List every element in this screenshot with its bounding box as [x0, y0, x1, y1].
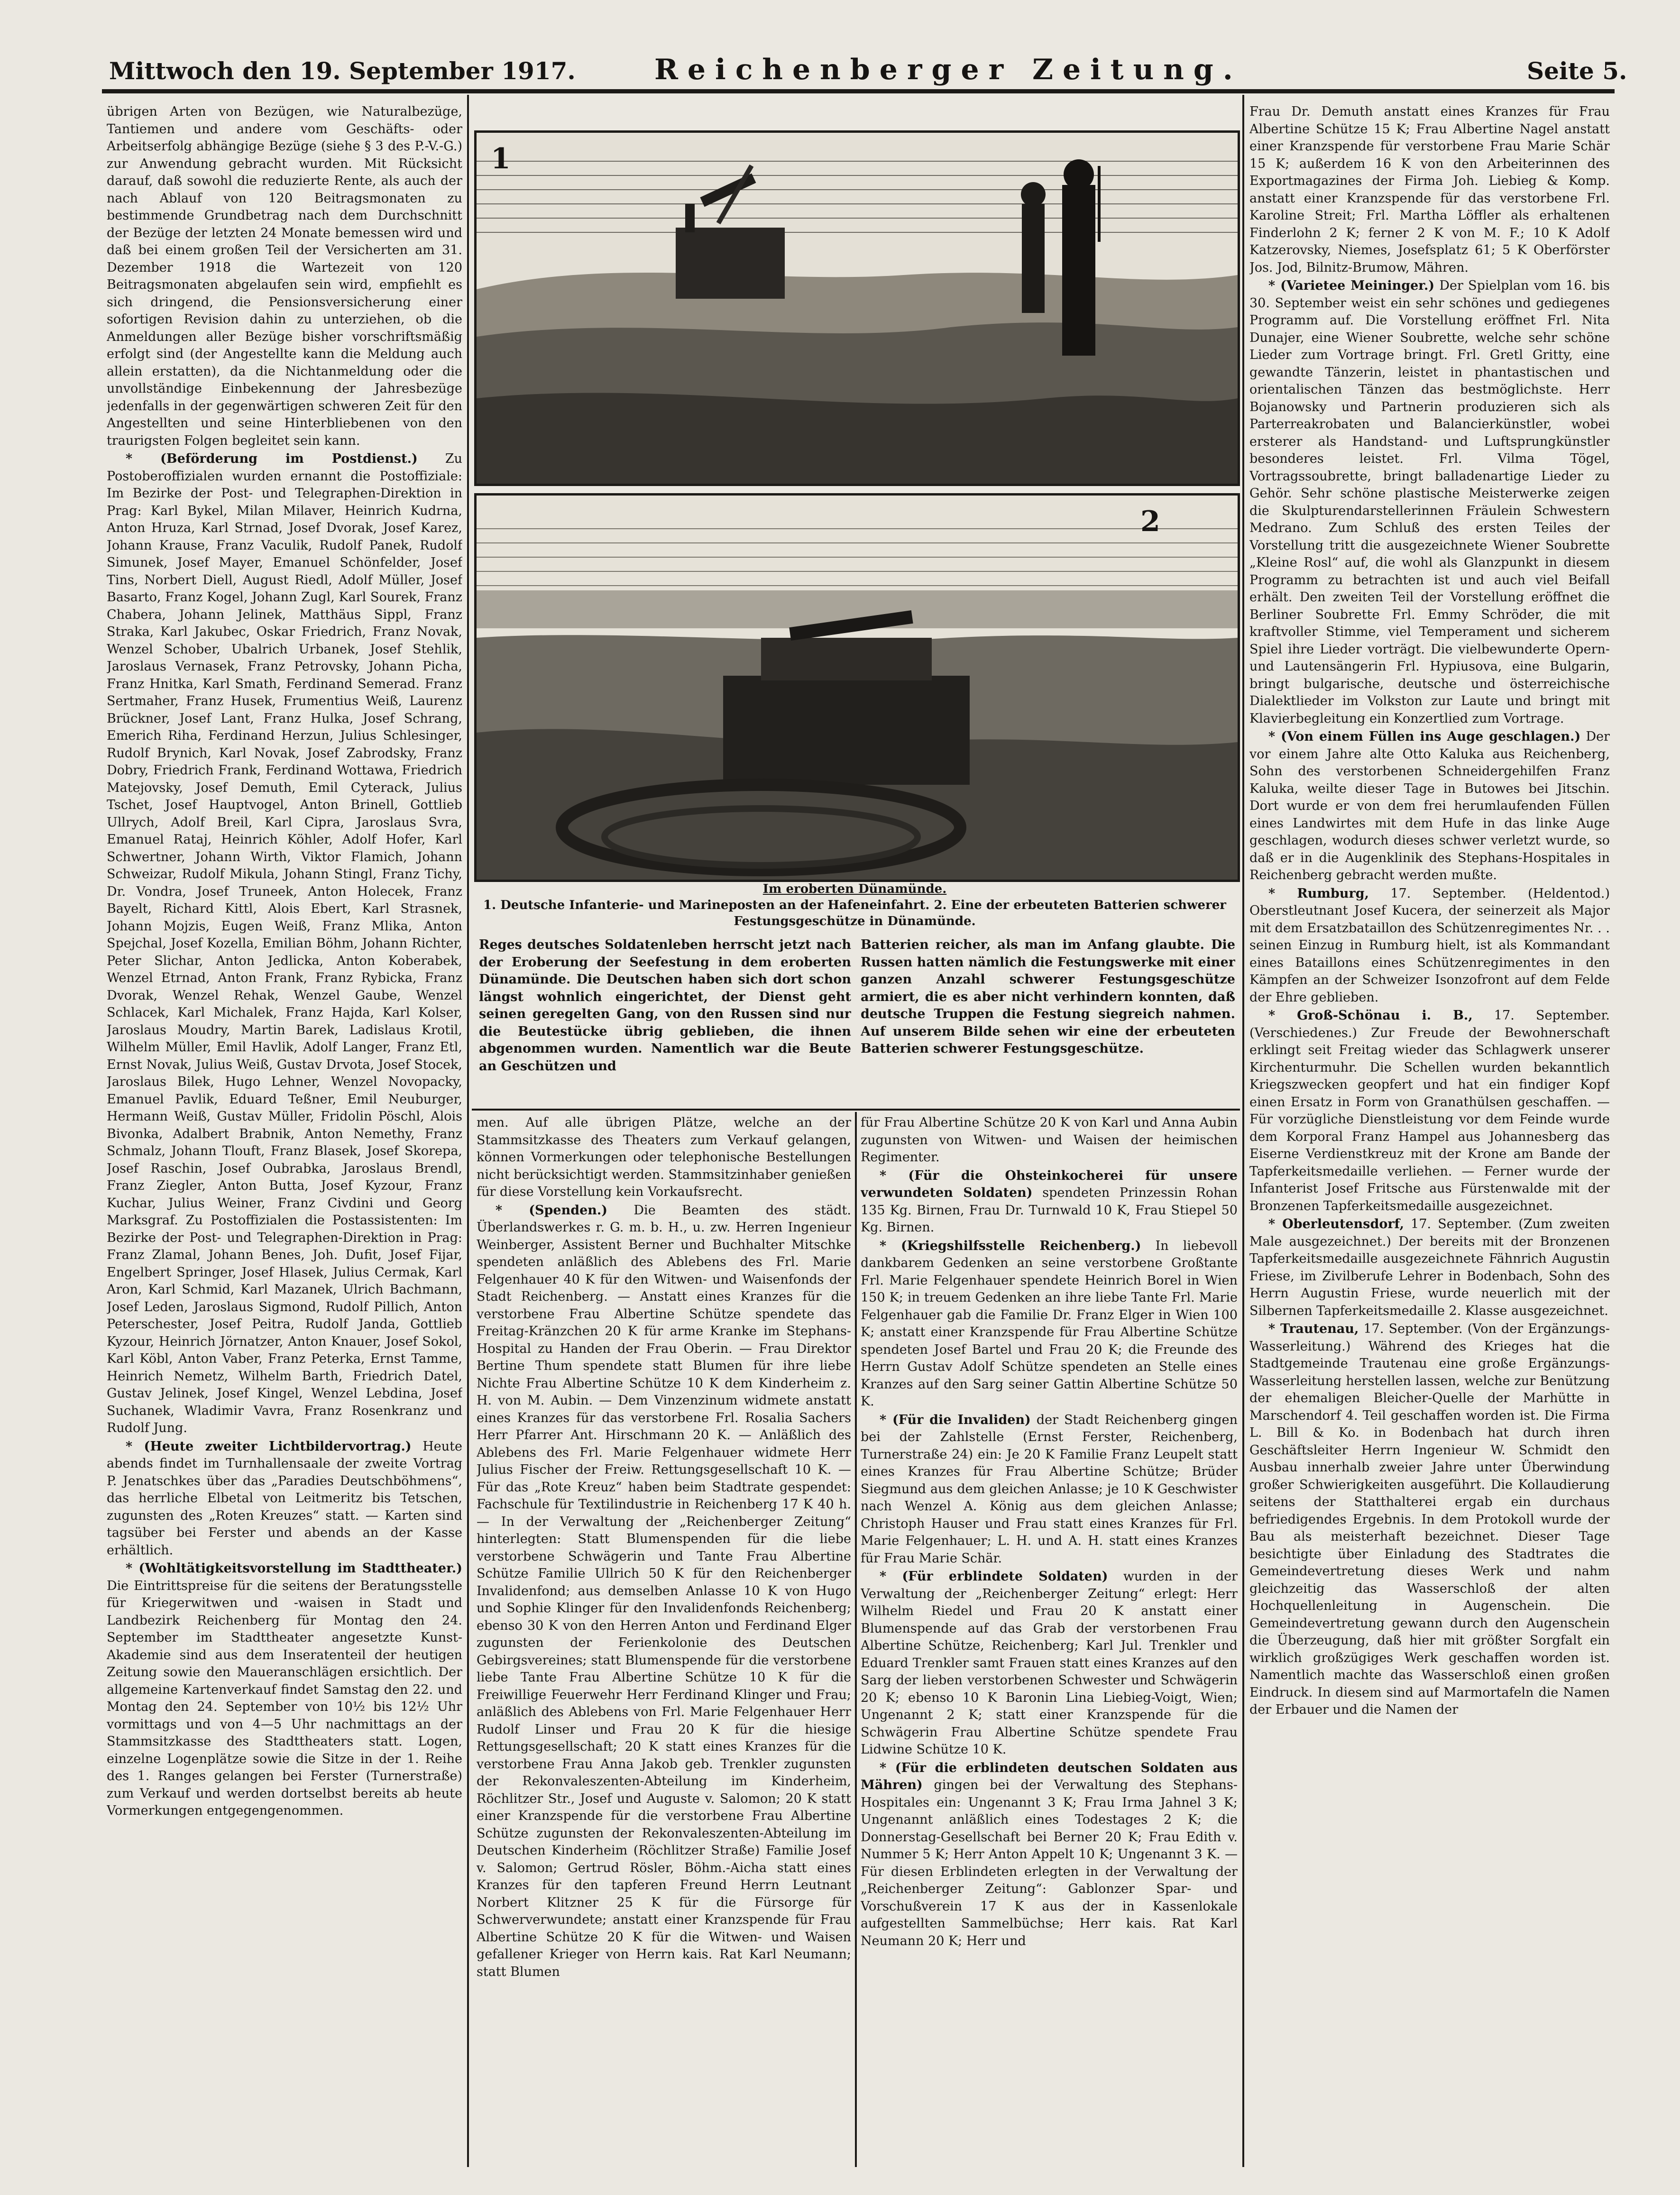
article-postdienst-text: Zu Postoberoffizialen wurden ernannt die Postoffiziale: Im Bezirke der Post- und Telegraphen-Direktion in Prag: Karl Bykel, Milan Milaver, Heinrich Kudrna, Anton Hruza, Karl Strnad, Josef Dvorak, Josef Karez, Johann Krause, Franz Vaculik, Rudolf Panek, Rudolf Simunek, Josef Mayer, Emanuel Schönfelder, Josef Tins, Norbert Diell, August Riedl, Adolf Müller, Josef Basarto, Franz Kogel, Johann Zugl, Karl Sourek, Franz Chabera, Johann Jelinek, Matthäus Sippl, Franz Straka, Karl Jakubec, Oskar Friedrich, Franz Novak, Wenzel Schober, Ubalrich Urbanek, Josef Stehlik, Jaroslaus Vernasek, Franz Petrovsky, Johann Picha, Franz Hnitka, Karl Smath, Ferdinand Semerad. Franz Sertmaher, Franz Husek, Frumentius Weiß, Laurenz Brückner, Josef Lant, Franz Hulka, Josef Schrang, Emerich Riha, Ferdinand Herzun, Julius Schlesinger, Rudolf Brynich, Karl Novak, Josef Zabrodsky, Franz Dobry, Friedrich Frank, Ferdinand Wottawa, Friedrich Matejovsky, Josef Demuth, Emil Cyterack, Julius Tschet, Josef Hauptvogel, Anton Brinell, Gottlieb Ullrych, Adolf Breil, Karl Cipra, Jaroslaus Svra, Emanuel Rataj, Heinrich Köhler, Adolf Hofer, Karl Schwertner, Johann Wirth, Viktor Flamich, Johann Schweizar, Rudolf Mikula, Johann Stingl, Franz Tichy, Dr. Vondra, Josef Truneek, Anton Holecek, Franz Bayelt, Richard Kittl, Alois Ebert, Karl Strasnek, Johann Mojzis, Eugen Weiß, Franz Mlika, Anton Spejchal, Josef Kozella, Emilian Böhm, Johann Richter, Peter Slichar, Anton Jedlicka, Anton Koberabek, Wenzel Etrnad, Anton Frank, Franz Rybicka, Franz Dvorak, Wenzel Rehak, Wenzel Gaube, Wenzel Schlacek, Karl Michalek, Franz Hajda, Karl Kolser, Jaroslaus Moudry, Martin Barek, Ladislaus Krotil, Wilhelm Müller, Emil Havlik, Adolf Langer, Franz Etl, Ernst Novak, Julius Weiß, Gustav Drvota, Josef Stocek, Jaroslaus Bilek, Hugo Lehner, Wenzel Novopacky, Emanuel Pavlik, Eduard Teßner, Emil Neuburger, Hermann Weiß, Gustav Müller, Fridolin Pöschl, Alois Bivonka, Adalbert Brabnik, Anton Nemethy, Franz Schmalz, Johann Tlouft, Franz Blasek, Josef Skorepa, Josef Raschin, Josef Oubrabka, Jaroslaus Brendl, Franz Ziegler, Anton Butta, Josef Kyzour, Franz Kuchar, Julius Weiner, Franz Civdini und Georg Marksgraf. Zu Postoffizialen die Postassistenten: Im Bezirke der Post- und Telegraphen-Direktion in Prag: Franz Zlamal, Johann Benes, Joh. Dufit, Josef Fijar, Engelbert Springer, Josef Hlasek, Julius Cermak, Karl Aron, Karl Schmid, Karl Mazanek, Ulrich Bachmann, Josef Leden, Jaroslaus Sigmond, Rudolf Pillich, Anton Peterschester, Josef Peitra, Rudolf Janda, Gottlieb Kyzour, Heinrich Jörnatzer, Anton Knauer, Josef Sokol, Karl Köbl, Anton Vaber, Franz Peterka, Ernst Tamme, Heinrich Nemetz, Wilhelm Barth, Friedrich Datel, Gustav Jelinek, Josef Kingel, Wenzel Lebdina, Josef Suchanek, Wladimir Vavra, Franz Rosenkranz und Rudolf Jung.: [107, 451, 462, 1435]
article-varietee-text: Der Spielplan vom 16. bis 30. September weist ein sehr schönes und gediegenes Programm auf. Die Vorstellung eröffnet Frl. Nita Dunajer, eine Wiener Soubrette, welche sehr schöne Lieder zum Vortrage bringt. Frl. Gretl Gritty, eine gewandte Tänzerin, leistet in phantastischen und orientalischen Tänzen das bestmöglichste. Herr Bojanowsky und Partnerin produzieren sich als Parterreakrobaten und Balancierkünstler, wobei ersterer als Handstand- und Luftsprungkünstler besonderes leistet. Frl. Vilma Tögel, Vortragssoubrette, bringt balladenartige Lieder zu Gehör. Sehr schöne plastische Meisterwerke zeigen die Skulpturendarstellerinnen Fräulein Schwestern Medrano. Zum Schluß des ersten Teiles der Vorstellung tritt die ausgezeichnete Wiener Soubrette „Kleine Rosl“ auf, die wohl als Glanzpunkt in diesem Programm zu betrachten ist und auch viel Beifall erhält. Den zweiten Teil der Vorstellung eröffnet die Berliner Soubrette Frl. Emmy Schröder, die mit kraftvoller Stimme, viel Temperament und sicherem Spiel ihre Lieder vorträgt. Die vielbewunderte Opern- und Lautensängerin Frl. Hypiusova, eine Bulgarin, bringt bulgarische, deutsche und österreichische Dialektlieder im Volkston zur Laute und bringt mit Klavierbegleitung ein Konzertlied zum Vortrage.: [1249, 278, 1610, 726]
article-obst-heading: * (Für die Ohsteinkocherei für unsere verwundeten Soldaten): [861, 1168, 1238, 1200]
page-number: Seite 5.: [1527, 57, 1627, 85]
spenden-continuation-text: für Frau Albertine Schütze 20 K von Karl und Anna Aubin zugunsten von Witwen- und Waisen der heimischen Regimenter.: [861, 1115, 1238, 1165]
column-rule-4: [1242, 95, 1244, 2167]
photo-2-batterie: [474, 493, 1240, 882]
article-pension-text: übrigen Arten von Bezügen, wie Naturalbezüge, Tantiemen und andere vom Geschäfts- oder Arbeitserfolg abhängige Bezüge (siehe § 3 des P.-V.-G.) zur Anwendung gebracht wurden. Mit Rücksicht darauf, daß sowohl die reduzierte Rente, als auch der nach Ablauf von 120 Beitragsmonaten zu bestimmende Grundbetrag nach dem Durchschnitt der Bezüge der letzten 24 Monate bemessen wird und daß bei einem großen Teil der Versicherten am 31. Dezember 1918 die Wartezeit von 120 Beitragsmonaten abgelaufen sein wird, empfiehlt es sich dringend, die Pensionsversicherung einer sofortigen Revision dahin zu unterziehen, ob die Anmeldungen aller Bezüge bisher vorschriftsmäßig erfolgt sind (der Angestellte kann die Meldung auch allein erstatten), da die Nichtanmeldung oder die unvollständige Einbekennung der Jahresbezüge jedenfalls in der gegenwärtigen schweren Zeit für den Angestellten und seine Hinterbliebenen von den traurigsten Folgen begleitet sein kann.: [107, 104, 462, 448]
page-header: [0, 0, 1680, 95]
article-oberleutensdorf-text: 17. September. (Zum zweiten Male ausgezeichnet.) Der bereits mit der Bronzenen Tapferkeitsmedaille ausgezeichnete Fähnrich Augustin Friese, im Zivilberufe Lehrer in Bodenbach, Sohn des Herrn Augustin Friese, wurde neuerlich mit der Silbernen Tapferkeitsmedaille 2. Klasse ausgezeichnet.: [1249, 1217, 1610, 1318]
photo-1-illustration: [477, 133, 1238, 484]
article-erblindete-text: wurden in der Verwaltung der „Reichenberger Zeitung“ erlegt: Herr Wilhelm Riedel und Frau 20 K anstatt einer Blumenspende auf das Grab der verstorbenen Frau Albertine Schütze, Reichenberg; Karl Jul. Trenkler und Eduard Trenkler samt Frauen statt eines Kranzes auf den Sarg der lieben verstorbenen Schwester und Schwägerin 20 K; ebenso 10 K Baronin Lina Liebieg-Voigt, Wien; Ungenannt 2 K; statt einer Kranzspende für die Schwägerin Frau Albertine Schütze spendete Frau Lidwine Schütze 10 K.: [861, 1569, 1238, 1757]
article-spenden-text: Die Beamten des städt. Überlandswerkes r. G. m. b. H., u. zw. Herren Ingenieur Weinberger, Assistent Berner und Buchhalter Mitschke spendeten anläßlich des Ablebens des Frl. Marie Felgenhauer 40 K für den Witwen- und Waisenfonds der Stadt Reichenberg. — Anstatt eines Kranzes für die verstorbene Frau Albertine Schütze spendete das Freitag-Kränzchen 20 K für arme Kranke im Stephans-Hospital zu Handen der Frau Oberin. — Frau Direktor Bertine Thum spendete statt Blumen für ihre liebe Nichte Frau Albertine Schütze 10 K dem Kinderheim z. H. von M. Aubin. — Dem Vinzenzinum widmete anstatt eines Kranzes für das verstorbene Frl. Rosalia Sachers Herr Pfarrer Ant. Hirschmann 20 K. — Anläßlich des Ablebens des Frl. Marie Felgenhauer widmete Herr Julius Fischer der Freiw. Rettungsgesellschaft 10 K. — Für das „Rote Kreuz“ haben beim Stadtrate gespendet: Fachschule für Textilindustrie in Reichenberg 17 K 40 h. — In der Verwaltung der „Reichenberger Zeitung“ hinterlegten: Statt Blumenspenden für die liebe verstorbene Schwägerin und Tante Frau Albertine Schütze Familie Ullrich 50 K für den Reichenberger Invalidenfond; aus demselben Anlasse 10 K von Hugo und Sophie Klinger für den Invalidenfonds Reichenberg; ebenso 30 K von den Herren Anton und Ferdinand Elger zugunsten der Ferienkolonie des Deutschen Gebirgsvereines; statt Blumenspende für die verstorbene liebe Tante Frau Albertine Schütze 10 K für die Freiwillige Feuerwehr Herr Ferdinand Klinger und Frau; anläßlich des Ablebens von Frl. Marie Felgenhauer Herr Rudolf Linser und Frau 20 K für die hiesige Rettungsgesellschaft; 20 K statt eines Kranzes für die verstorbene Frau Anna Jakob geb. Trenkler zugunsten der Rekonvaleszenten-Abteilung im Kinderheim, Röchlitzer Str., Josef und Auguste v. Salomon; 20 K statt einer Kranzspende für die verstorbene Frau Albertine Schütze zugunsten der Rekonvaleszenten-Abteilung im Deutschen Kinderheim (Röchlitzer Straße) Familie Josef v. Salomon; Gertrud Rösler, Böhm.-Aicha statt eines Kranzes für den tapferen Freund Herrn Leutnant Norbert Klitzner 25 K für die Fürsorge für Schwerverwundete; anstatt einer Kranzspende für Frau Albertine Schütze 20 K für die Witwen- und Waisen gefallener Krieger von Herrn kais. Rat Karl Neumann; statt Blumen: [477, 1203, 851, 1979]
article-grossschoenau-heading: * Groß-Schönau i. B.,: [1268, 1008, 1473, 1023]
article-lichtbild-text: Heute abends findet im Turnhallensaale der zweite Vortrag P. Jenatschkes über das „Paradies Deutschböhmens“, das herrliche Elbetal von Leitmeritz bis Tetschen, zugunsten des „Roten Kreuzes“ statt. — Karten sind tagsüber bei Ferster und abends an der Kasse erhältlich.: [107, 1439, 462, 1558]
article-obst-text: spendeten Prinzessin Rohan 135 Kg. Birnen, Frau Dr. Turnwald 10 K, Frau Stiepel 50 Kg. Birnen.: [861, 1185, 1238, 1235]
article-invaliden-heading: * (Für die Invaliden): [880, 1412, 1031, 1427]
column-rule-center: [855, 1112, 857, 2167]
column-4: [1249, 103, 1610, 2161]
article-kriegshilfe-text: In liebevoll dankbarem Gedenken an seine verstorbene Großtante Frl. Marie Felgenhauer spendete Heinrich Borel in Wien 150 K; in treuem Gedenken an ihre liebe Tante Frl. Marie Felgenhauer gab die Familie Dr. Franz Elger in Wien 100 K; anstatt einer Kranzspende für Frau Albertine Schütze spendeten Josef Bartel und Frau 20 K; die Freunde des Herrn Gustav Adolf Schütze spendeten an Stelle eines Kranzes auf den Sarg seiner Gattin Albertine Schütze 50 K.: [861, 1238, 1238, 1409]
caption-text: 1. Deutsche Infanterie- und Marineposten an der Hafeneinfahrt. 2. Eine der erbeuteten Batterien schwerer Festungsgeschütze in Dünamünde.: [483, 898, 1226, 928]
article-rumburg-text: 17. September. (Heldentod.) Oberstleutnant Josef Kucera, der seinerzeit als Major mit dem Ersatzbataillon des Schützenregimentes Nr. . . seinen Einzug in Rumburg hielt, ist als Kommandant eines Bataillons eines Schützenregimentes in den Kämpfen an der Schweizer Isonzofront auf dem Felde der Ehre geblieben.: [1249, 886, 1610, 1005]
theater-continuation-text: men. Auf alle übrigen Plätze, welche an der Stammsitzkasse des Theaters zum Verkauf gelangen, können Vormerkungen oder telephonische Bestellungen nicht berücksichtigt werden. Stammsitzinhaber genießen für diese Vorstellung kein Vorkaufsrecht.: [477, 1115, 851, 1199]
article-varietee-heading: * (Varietee Meininger.): [1268, 278, 1435, 293]
article-maehren-text: gingen bei der Verwaltung des Stephans-Hospitales ein: Ungenannt 3 K; Frau Irma Jahnel 3 K; Ungenannt anläßlich eines Todestages 2 K; die Donnerstag-Gesellschaft bei Berner 20 K; Frau Edith v. Nummer 5 K; Herr Anton Appelt 10 K; Ungenannt 3 K. — Für diesen Erblindeten erlegten in der Verwaltung der „Reichenberger Zeitung“: Gablonzer Spar- und Vorschußverein 17 K aus der in Kassenlokale aufgestellten Sammelbüchse; Herr kais. Rat Karl Neumann 20 K; Herr und: [861, 1778, 1238, 1948]
header-rule: [102, 89, 1615, 93]
article-lichtbild-heading: * (Heute zweiter Lichtbildervortrag.): [126, 1439, 412, 1454]
soldatenleben-text-2: Batterien reicher, als man im Anfang glaubte. Die Russen hatten nämlich die Festungswerke mit einer ganzen Anzahl schwerer Festungsgeschütze armiert, die es aber nicht verhindern konnten, daß deutsche Truppen die Festung siegreich nahmen. Auf unserem Bilde sehen wir eine der erbeuteten Batterien schwerer Festungsgeschütze.: [861, 937, 1235, 1056]
article-postdienst-heading: * (Beförderung im Postdienst.): [126, 451, 418, 466]
article-oberleutensdorf-heading: * Oberleutensdorf,: [1268, 1217, 1404, 1231]
article-grossschoenau-text: 17. September. (Verschiedenes.) Zur Freude der Bewohnerschaft erklingt seit Freitag wieder das Schlagwerk unserer Kirchenturmuhr. Die Schellen wurden bekanntlich Kriegszwecken geopfert und hat ein findiger Kopf einen Ersatz in Form von Granathülsen geschaffen. — Für vorzügliche Dienstleistung vor dem Feinde wurde dem Korporal Franz Hampel aus Johannesberg das Eiserne Verdienstkreuz mit der Krone am Bande der Tapferkeitsmedaille verliehen. — Ferner wurde der Infanterist Josef Fritsche aus Fürstenwalde mit der Bronzenen Tapferkeitsmedaille ausgezeichnet.: [1249, 1008, 1610, 1213]
photo-1-number: 1: [491, 142, 511, 175]
demuth-continuation-text: Frau Dr. Demuth anstatt eines Kranzes für Frau Albertine Schütze 15 K; Frau Albertine Nagel anstatt einer Kranzspende für verstorbene Frau Marie Schär 15 K; außerdem 16 K von den Arbeiterinnen des Exportmagazines der Firma Joh. Liebieg & Komp. anstatt einer Kranzspende für das verstorbene Frl. Karoline Streit; Frl. Martha Löffler als erhaltenen Finderlohn 2 K; ferner 2 K von M. F.; 10 K Adolf Katzerovsky, Niemes, Josefsplatz 61; 5 K Oberförster Jos. Jod, Bilnitz-Brumow, Mähren.: [1249, 104, 1610, 275]
photo-2-illustration: [477, 496, 1238, 880]
article-erblindete-heading: * (Für erblindete Soldaten): [880, 1569, 1108, 1584]
article-invaliden-text: der Stadt Reichenberg gingen bei der Zahlstelle (Ernst Ferster, Reichenberg, Turnerstraße 24) ein: Je 20 K Familie Franz Leupelt statt eines Kranzes für Frau Albertine Schütze; Brüder Siegmund aus dem gleichen Anlasse; je 10 K Geschwister nach Wenzel A. König aus dem gleichen Anlasse; Christoph Hauser und Frau statt eines Kranzes für Frl. Marie Felgenhauer; L. H. und A. H. statt eines Kranzes für Frau Marie Schär.: [861, 1412, 1238, 1566]
center-article-right: [861, 937, 1235, 1105]
article-trautenau-heading: * Trautenau,: [1268, 1322, 1359, 1336]
soldatenleben-text-1: Reges deutsches Soldatenleben herrscht jetzt nach der Eroberung der Seefestung in dem eroberten Dünamünde. Die Deutschen haben sich dort schon längst wohnlich eingerichtet, der Dienst geht seinen geregelten Gang, von den Russen sind nur die Beutestücke übrig geblieben, die ihnen abgenommen wurden. Namentlich war die Beute an Geschützen und: [479, 937, 851, 1074]
article-trautenau-text: 17. September. (Von der Ergänzungs-Wasserleitung.) Während des Krieges hat die Stadtgemeinde Trautenau eine große Ergänzungs-Wasserleitung herstellen lassen, welche zur Benützung der ehemaligen Bleicher-Quelle der Marhütte in Marschendorf 4. Teil geschaffen worden ist. Die Firma L. Bill & Ko. in Bodenbach hat durch ihren Geschäftsleiter Herrn Ingenieur W. Schmidt den Ausbau innerhalb zweier Jahre unter Überwindung großer Schwierigkeiten ausgeführt. Die Kollaudierung seitens der Statthalterei ergab ein durchaus befriedigendes Ergebnis. In dem Protokoll wurde der Bau als meisterhaft bezeichnet. Dieser Tage besichtigte über Einladung des Stadtrates die Gemeindevertretung dieses Werk und nahm gleichzeitig das Wasserschloß der alten Hochquellenleitung in Augenschein. Die Gemeindevertretung gewann durch den Augenschein die Überzeugung, daß hier mit größter Sorgfalt ein wirklich großzügiges Werk geschaffen worden ist. Namentlich machte das Wasserschloß einen großen Eindruck. In diesem sind auf Marmortafeln die Namen der Erbauer und die Namen der: [1249, 1322, 1610, 1717]
column-1: [107, 103, 462, 2161]
newspaper-title: Reichenberger Zeitung.: [654, 53, 1242, 86]
center-section-rule: [472, 1109, 1240, 1111]
center-article-left: [479, 937, 851, 1105]
article-spenden-heading: * (Spenden.): [496, 1203, 608, 1218]
article-maehren-heading: * (Für die erblindeten deutschen Soldaten aus Mähren): [861, 1760, 1238, 1792]
photo-1-marineposten: [474, 130, 1240, 486]
column-3-bottom: [861, 1114, 1238, 2162]
photo-2-number: 2: [1140, 505, 1160, 538]
article-rumburg-heading: * Rumburg,: [1268, 886, 1369, 901]
article-kriegshilfe-heading: * (Kriegshilfsstelle Reichenberg.): [880, 1238, 1141, 1253]
article-theater-text: Die Eintrittspreise für die seitens der Beratungsstelle für Kriegerwitwen und -waisen in Stadt und Landbezirk Reichenberg für Montag den 24. September im Stadttheater angesetzte Kunst-Akademie sind aus dem Inseratenteil der heutigen Zeitung sowie den Maueranschlägen ersichtlich. Der allgemeine Kartenverkauf findet Samstag den 22. und Montag den 24. September von 10½ bis 12½ Uhr vormittags und von 4—5 Uhr nachmittags an der Stammsitzkasse des Stadttheaters statt. Logen, einzelne Logenplätze sowie die Sitze in der 1. Reihe des 1. Ranges gelangen bei Ferster (Turnerstraße) zum Verkauf und werden dortselbst bereits ab heute Vormerkungen entgegengenommen.: [107, 1578, 462, 1818]
article-fuellen-heading: * (Von einem Füllen ins Auge geschlagen.): [1268, 729, 1581, 744]
column-2-bottom: [477, 1114, 851, 2162]
header-date: Mittwoch den 19. September 1917.: [109, 57, 576, 85]
column-rule-1: [467, 95, 469, 2167]
article-fuellen-text: Der vor einem Jahre alte Otto Kaluka aus Reichenberg, Sohn des verstorbenen Schneidergehilfen Franz Kaluka, weilte dieser Tage in Butowes bei Jitschin. Dort wurde er von dem frei herumlaufenden Füllen eines Landwirtes mit dem Hufe in das linke Auge geschlagen, wodurch dieses schwer verletzt wurde, so daß er in die Augenklinik des Stephans-Hospitales in Reichenberg gebracht werden mußte.: [1249, 729, 1610, 882]
photo-caption: [474, 881, 1235, 928]
caption-title: Im eroberten Dünamünde.: [762, 882, 947, 896]
article-theater-heading: * (Wohltätigkeitsvorstellung im Stadttheater.): [126, 1561, 462, 1576]
